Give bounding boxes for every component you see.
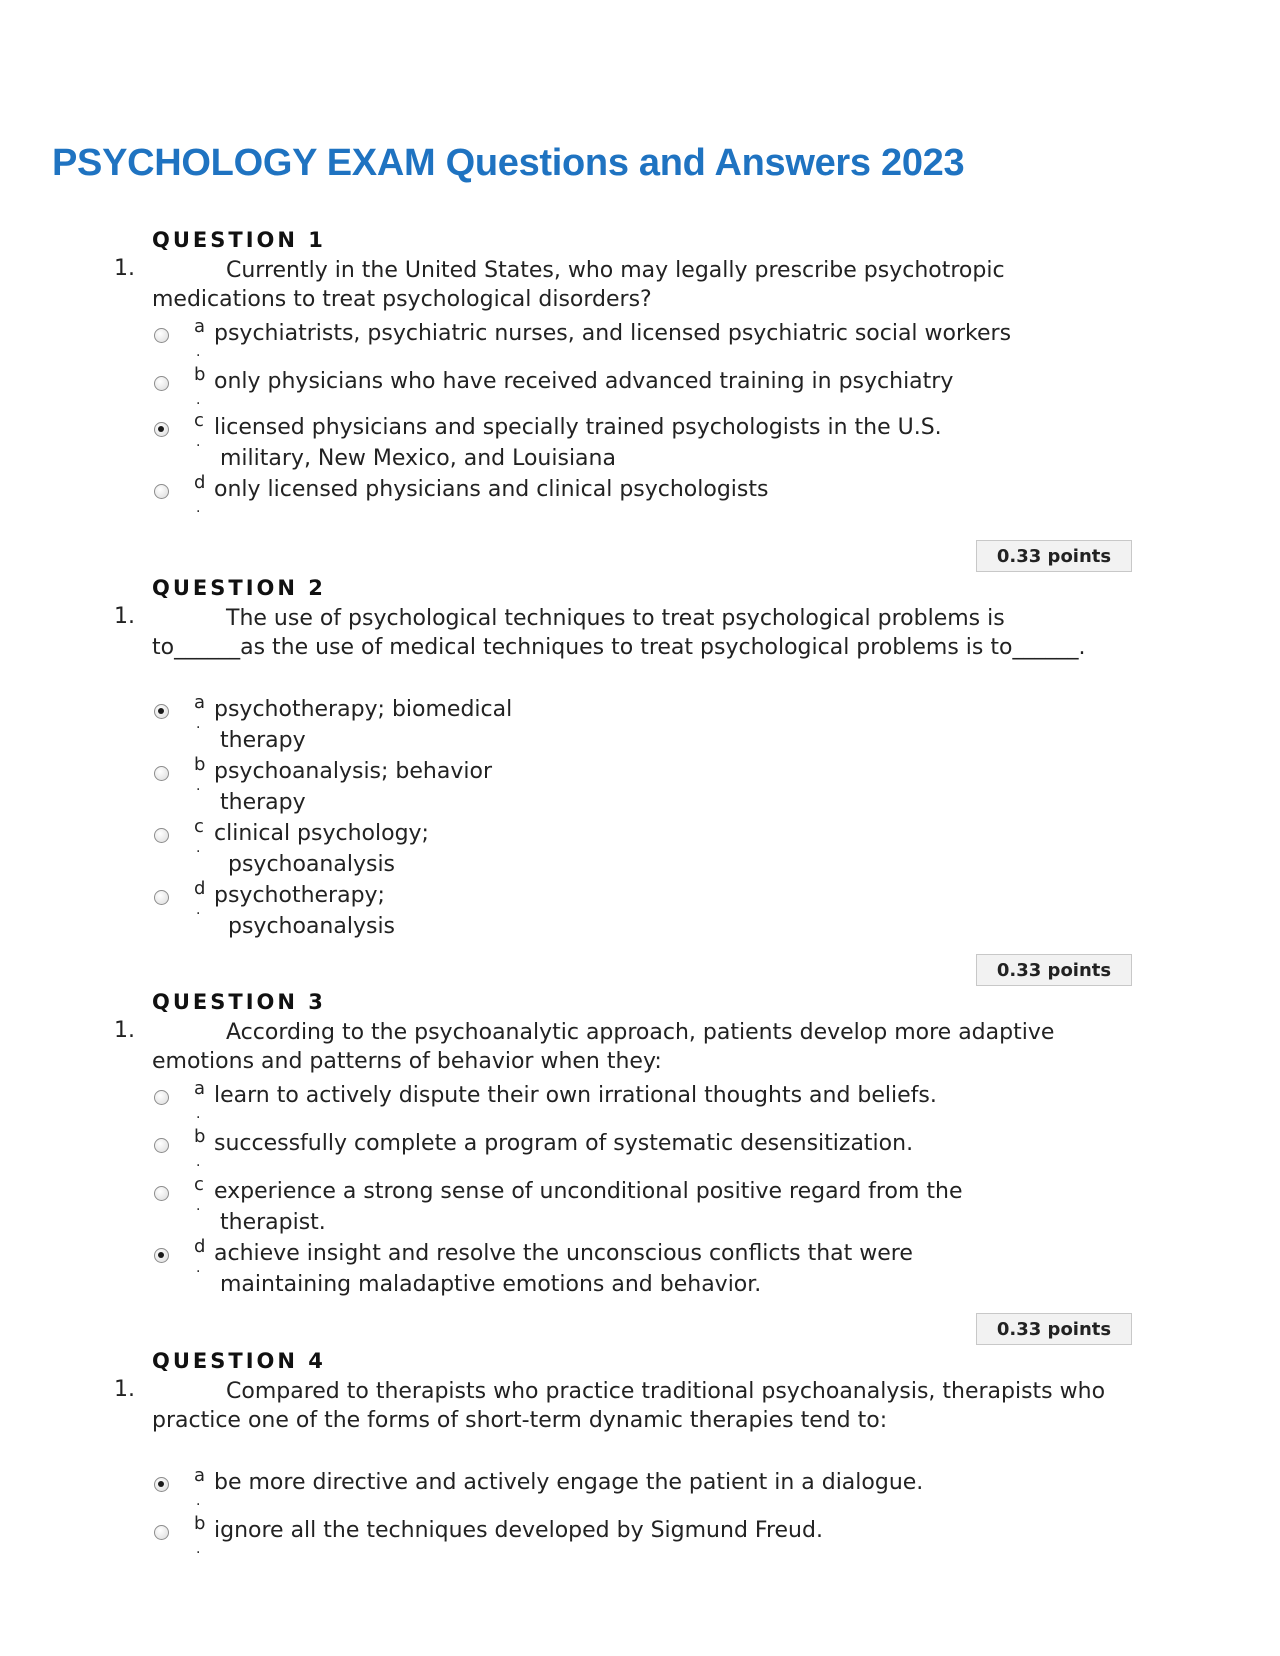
option-text-line1: psychotherapy;	[214, 883, 385, 908]
question-number: 1.	[114, 1377, 135, 1402]
option-letter: b	[194, 754, 206, 775]
question-text: Compared to therapists who practice traditional psychoanalysis, therapists who practice one of the forms of short-term dynamic therapies tend to:	[152, 1379, 1106, 1433]
option-dot: ·	[196, 438, 201, 454]
option-dot: .	[196, 1106, 201, 1122]
radio-button[interactable]	[154, 328, 169, 343]
option-dot: ·	[196, 782, 201, 798]
option-letter: c	[194, 816, 204, 837]
option-text: only physicians who have received advanced training in psychiatry	[214, 369, 954, 394]
option-text-line2: psychoanalysis	[228, 914, 396, 939]
question-text: Currently in the United States, who may legally prescribe psychotropic medications to treat psychological disorders?	[152, 258, 1005, 312]
option-text: only licensed physicians and clinical psychologists	[214, 477, 769, 502]
radio-button-selected[interactable]	[154, 704, 169, 719]
option-dot: .	[196, 1493, 201, 1509]
option-text: successfully complete a program of systematic desensitization.	[214, 1131, 914, 1156]
option-text	[214, 880, 1114, 942]
option-dot: .	[196, 392, 201, 408]
option-text-line2: therapy	[220, 790, 306, 815]
radio-button-selected[interactable]	[154, 422, 169, 437]
option-letter: d	[194, 878, 206, 899]
option-text-line1: achieve insight and resolve the unconscious conflicts that were	[214, 1241, 913, 1266]
option-letter: d	[194, 472, 206, 493]
question-number: 1.	[114, 1018, 135, 1043]
option-letter: b	[194, 1126, 206, 1147]
radio-button[interactable]	[154, 1138, 169, 1153]
option-text-line1: psychoanalysis; behavior	[214, 759, 492, 784]
question-heading: QUESTION 2	[152, 576, 326, 600]
option-text	[214, 1238, 1114, 1300]
option-dot: ·	[196, 1202, 201, 1218]
option-text: be more directive and actively engage the patient in a dialogue.	[214, 1470, 924, 1495]
option-text-line2: therapist.	[220, 1210, 326, 1235]
question-number: 1.	[114, 256, 135, 281]
option-text	[214, 412, 1114, 474]
option-letter: b	[194, 364, 206, 385]
points-badge: 0.33 points	[976, 540, 1132, 572]
option-text-line2: maintaining maladaptive emotions and behavior.	[220, 1272, 762, 1297]
option-letter: c	[194, 1174, 204, 1195]
option-text-line1: psychotherapy; biomedical	[214, 697, 513, 722]
option-text-line1: experience a strong sense of unconditional positive regard from the	[214, 1179, 963, 1204]
radio-button[interactable]	[154, 484, 169, 499]
question-heading: QUESTION 1	[152, 228, 326, 252]
option-text	[214, 1176, 1114, 1238]
option-dot: ·	[196, 844, 201, 860]
question-number: 1.	[114, 604, 135, 629]
option-text-line2: therapy	[220, 728, 306, 753]
option-dot: .	[196, 344, 201, 360]
option-text: psychiatrists, psychiatric nurses, and licensed psychiatric social workers	[214, 321, 1012, 346]
option-letter: a	[194, 1078, 206, 1099]
radio-button-selected[interactable]	[154, 1248, 169, 1263]
option-letter: a	[194, 316, 206, 337]
option-dot: .	[196, 1154, 201, 1170]
option-text: learn to actively dispute their own irrational thoughts and beliefs.	[214, 1083, 937, 1108]
option-text-line1: clinical psychology;	[214, 821, 429, 846]
radio-button-selected[interactable]	[154, 1477, 169, 1492]
points-badge: 0.33 points	[976, 954, 1132, 986]
option-text	[214, 694, 1114, 756]
radio-button[interactable]	[154, 766, 169, 781]
question-text: According to the psychoanalytic approach, patients develop more adaptive emotions and patterns of behavior when they:	[152, 1020, 1055, 1074]
question-heading: QUESTION 4	[152, 1349, 326, 1373]
option-dot: ·	[196, 720, 201, 736]
radio-button[interactable]	[154, 1525, 169, 1540]
option-dot: .	[196, 1541, 201, 1557]
option-letter: c	[194, 410, 204, 431]
radio-button[interactable]	[154, 376, 169, 391]
option-text: ignore all the techniques developed by Sigmund Freud.	[214, 1518, 823, 1543]
radio-button[interactable]	[154, 890, 169, 905]
option-dot: ·	[196, 906, 201, 922]
option-text	[214, 756, 1114, 818]
question-heading: QUESTION 3	[152, 990, 326, 1014]
option-dot: ·	[196, 1264, 201, 1280]
document-title: PSYCHOLOGY EXAM Questions and Answers 2023	[52, 142, 965, 184]
option-text-line2: military, New Mexico, and Louisiana	[220, 446, 616, 471]
option-letter: a	[194, 692, 206, 713]
option-text-line2: psychoanalysis	[228, 852, 396, 877]
option-dot: .	[196, 500, 201, 516]
question-text: The use of psychological techniques to treat psychological problems is to______as the use of medical techniques to treat psychological problems is to______.	[152, 606, 1086, 660]
option-text-line1: licensed physicians and specially trained psychologists in the U.S.	[214, 415, 942, 440]
radio-button[interactable]	[154, 828, 169, 843]
option-letter: d	[194, 1236, 206, 1257]
option-letter: a	[194, 1465, 206, 1486]
radio-button[interactable]	[154, 1186, 169, 1201]
option-letter: b	[194, 1513, 206, 1534]
points-badge: 0.33 points	[976, 1313, 1132, 1345]
option-text	[214, 818, 1114, 880]
radio-button[interactable]	[154, 1090, 169, 1105]
